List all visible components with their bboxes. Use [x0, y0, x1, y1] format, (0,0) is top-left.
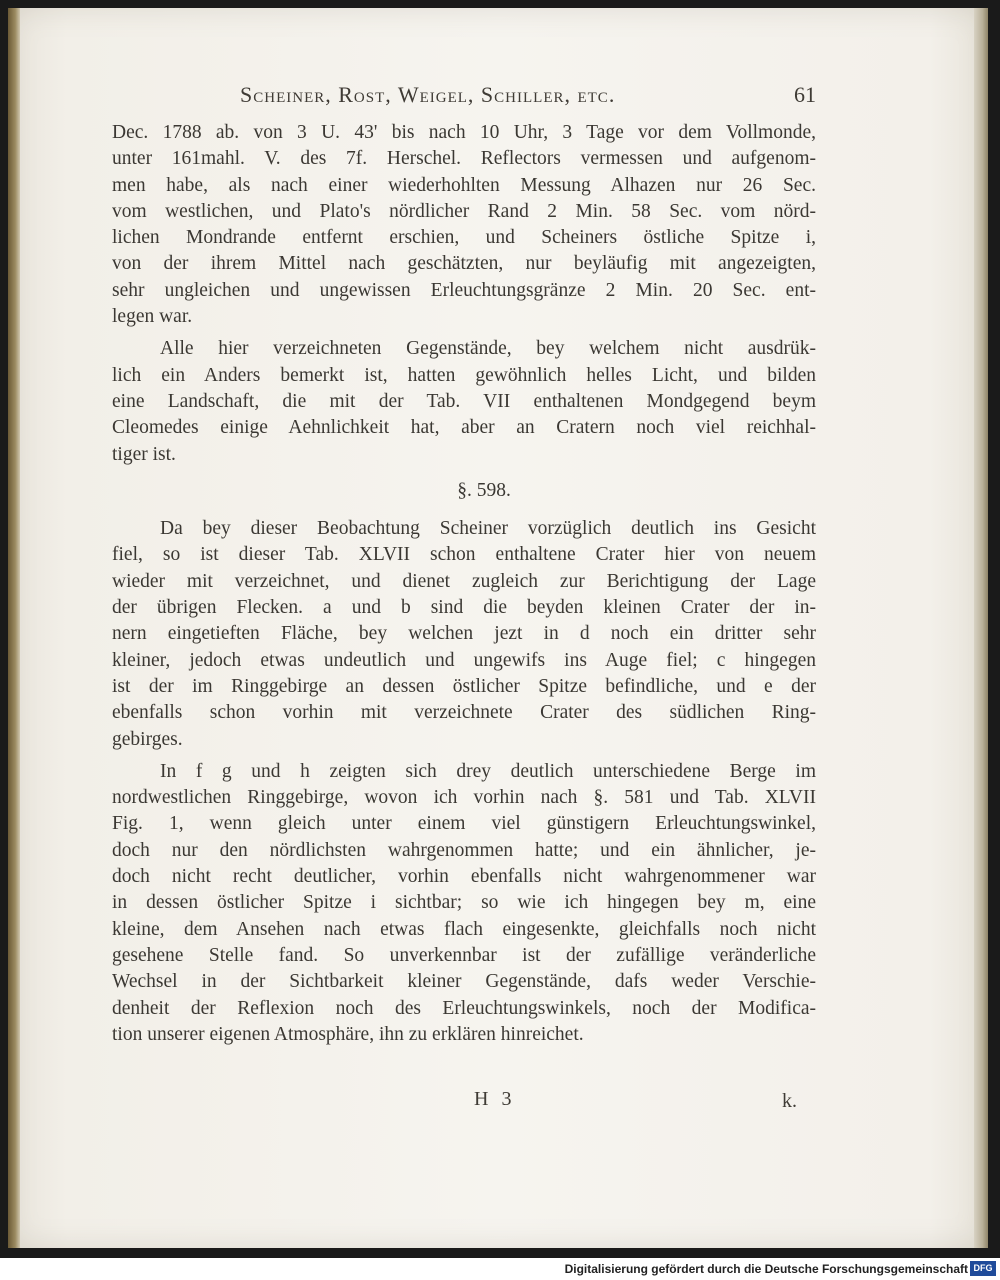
text-line: der übrigen Flecken. a und b sind die beyden kleinen Crater der in- [112, 597, 816, 619]
text-line: eine Landschaft, die mit der Tab. VII enthaltenen Mondgegend beym [112, 390, 816, 412]
text-line: legen war. [112, 306, 193, 328]
text-line: nordwestlichen Ringgebirge, wovon ich vorhin nach §. 581 und Tab. XLVII [112, 787, 816, 809]
text-line: Cleomedes einige Aehnlichkeit hat, aber an Cratern noch viel reichhal- [112, 417, 816, 439]
text-line: kleine, dem Ansehen nach etwas flach eingesenkte, gleichfalls noch nicht [112, 918, 816, 940]
text-line: tion unserer eigenen Atmosphäre, ihn zu erklären hinreichet. [112, 1023, 584, 1045]
page-outer-edge [974, 8, 988, 1248]
page-binding-edge [8, 8, 20, 1248]
text-line: vom westlichen, und Plato's nördlicher Rand 2 Min. 58 Sec. vom nörd- [112, 200, 816, 222]
text-line: tiger ist. [112, 443, 176, 465]
text-line: gebirges. [112, 728, 183, 750]
main-text [112, 120, 816, 1048]
text-line: wieder mit verzeichnet, und dienet zugleich zur Berichtigung der Lage [112, 570, 816, 592]
credit-bar [0, 1258, 1000, 1280]
text-line: denheit der Reflexion noch des Erleuchtungswinkels, noch der Modifica- [112, 997, 816, 1019]
text-line: In f g und h zeigten sich drey deutlich unterschiedene Berge im [160, 760, 816, 782]
catchword: k. [782, 1090, 797, 1112]
text-line: lichen Mondrande entfernt erschien, und Scheiners östliche Spitze i, [112, 227, 816, 249]
text-line: unter 161mahl. V. des 7f. Herschel. Reflectors vermessen und aufgenom- [112, 148, 816, 170]
paragraph-3 [112, 516, 816, 753]
text-line: sehr ungleichen und ungewissen Erleuchtungsgränze 2 Min. 20 Sec. ent- [112, 279, 816, 301]
text-line: fiel, so ist dieser Tab. XLVII schon enthaltene Crater hier von neuem [112, 544, 816, 566]
paragraph-1 [112, 120, 816, 330]
text-line: ebenfalls schon vorhin mit verzeichnete Crater des südlichen Ring- [112, 702, 816, 724]
page-number: 61 [794, 82, 816, 107]
text-line: nern eingetieften Fläche, bey welchen jezt in d noch ein dritter sehr [112, 623, 816, 645]
text-line: men habe, als nach einer wiederhohlten Messung Alhazen nur 26 Sec. [112, 174, 816, 196]
text-line: lich ein Anders bemerkt ist, hatten gewöhnlich helles Licht, und bilden [112, 364, 816, 386]
funding-credit: Digitalisierung gefördert durch die Deutsche Forschungsgemeinschaft [564, 1262, 968, 1276]
text-line: kleiner, jedoch etwas undeutlich und ungewifs ins Auge fiel; c hingegen [112, 649, 816, 671]
text-line: doch nicht recht deutlicher, vorhin ebenfalls nicht wahrgenommener war [112, 866, 816, 888]
text-line: Dec. 1788 ab. von 3 U. 43' bis nach 10 Uhr, 3 Tage vor dem Vollmonde, [112, 122, 816, 143]
running-head: Scheiner, Rost, Weigel, Schiller, etc. [240, 82, 616, 107]
section-heading: §. 598. [457, 479, 511, 501]
text-line: Wechsel in der Sichtbarkeit kleiner Gegenstände, dafs weder Verschie- [112, 971, 816, 993]
signature-mark: H 3 [474, 1088, 516, 1110]
text-line: Fig. 1, wenn gleich unter einem viel günstigern Erleuchtungswinkel, [112, 813, 816, 835]
text-line: in dessen östlicher Spitze i sichtbar; so wie ich hingegen bey m, eine [112, 892, 816, 914]
paragraph-4 [112, 759, 816, 1048]
dfg-logo-icon: DFG [970, 1261, 996, 1276]
text-line: ist der im Ringgebirge an dessen östlicher Spitze befindliche, und e der [112, 675, 816, 697]
paragraph-2 [112, 336, 816, 467]
text-line: von der ihrem Mittel nach geschätzten, nur beyläufig mit angezeigten, [112, 253, 816, 275]
book-page [8, 8, 988, 1248]
text-line: doch nur den nördlichsten wahrgenommen hatte; und ein ähnlicher, je- [112, 839, 816, 861]
text-line: gesehene Stelle fand. So unverkennbar ist der zufällige veränderliche [112, 944, 816, 966]
text-line: Alle hier verzeichneten Gegenstände, bey welchem nicht ausdrük- [160, 338, 816, 360]
text-line: Da bey dieser Beobachtung Scheiner vorzüglich deutlich ins Gesicht [160, 518, 816, 540]
